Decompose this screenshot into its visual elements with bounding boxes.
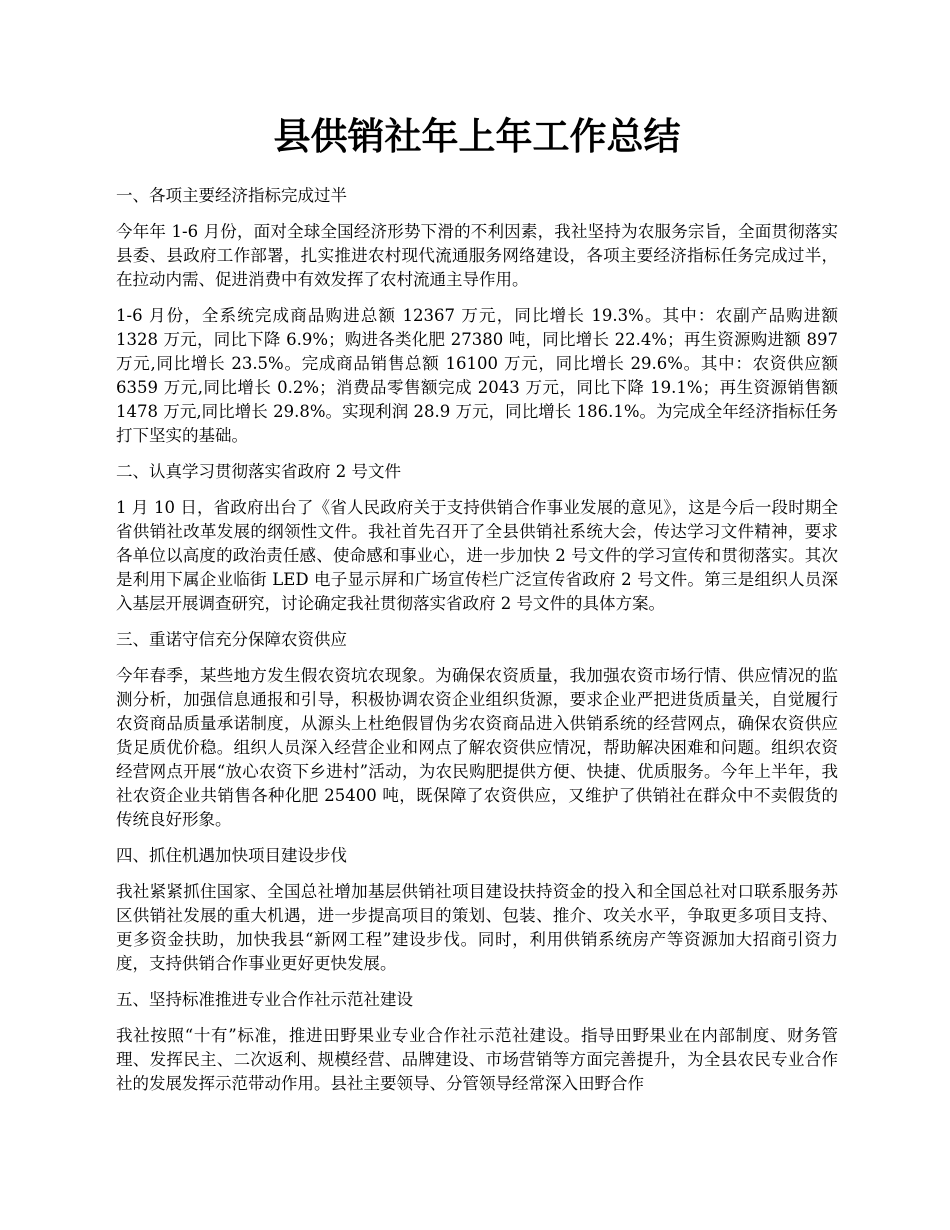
section-heading: 四、抓住机遇加快项目建设步伐 — [116, 846, 347, 865]
document-title: 县供销社年上年工作总结 — [273, 114, 681, 158]
paragraph: 今年春季，某些地方发生假农资坑农现象。为确保农资质量，我加强农资市场行情、供应情况的监测分析，加强信息通报和引导，积极协调农资企业组织货源，要求企业严把进货质量关，自觉履行农资商品质量承诺制度，从源头上杜绝假冒伪劣农资商品进入供销系统的经营网点，确保农资供应货足质优价稳。组织人员深入经营企业和网点了解农资供应情况，帮助解决困难和问题。组织农资经营网点开展“放心农资下乡进村”活动，为农民购肥提供方便、快捷、优质服务。今年上半年，我社农资企业共销售各种化肥 25400 吨，既保障了农资供应，又维护了供销社在群众中不卖假货的传统良好形象。 — [116, 666, 838, 829]
paragraph: 今年年 1-6 月份，面对全球全国经济形势下滑的不利因素，我社坚持为农服务宗旨，全面贯彻落实县委、县政府工作部署，扎实推进农村现代流通服务网络建设，各项主要经济指标任务完成过半，在拉动内需、促进消费中有效发挥了农村流通主导作用。 — [116, 222, 838, 289]
paragraph: 1-6 月份，全系统完成商品购进总额 12367 万元，同比增长 19.3%。其中：农副产品购进额 1328 万元，同比下降 6.9%；购进各类化肥 27380 吨，同比增长 22.4%；再生资源购进额 897 万元,同比增长 23.5%。完成商品销售总额 16100 万元，同比增长 29.6%。其中：农资供应额 6359 万元,同比增长 0.2%；消费品零售额完成 2043 万元，同比下降 19.1%；再生资源销售额 1478 万元,同比增长 29.8%。实现利润 28.9 万元，同比增长 186.1%。为完成全年经济指标任务打下坚实的基础。 — [116, 306, 838, 445]
section-heading: 三、重诺守信充分保障农资供应 — [116, 630, 347, 649]
section-3 — [116, 628, 838, 832]
section-1 — [116, 184, 838, 448]
section-4 — [116, 844, 838, 976]
section-heading: 五、坚持标准推进专业合作社示范社建设 — [116, 990, 413, 1009]
paragraph: 我社紧紧抓住国家、全国总社增加基层供销社项目建设扶持资金的投入和全国总社对口联系服务苏区供销社发展的重大机遇，进一步提高项目的策划、包装、推介、攻关水平，争取更多项目支持、更多资金扶助，加快我县“新网工程”建设步伐。同时，利用供销系统房产等资源加大招商引资力度，支持供销合作事业更好更快发展。 — [116, 882, 838, 973]
section-heading: 一、各项主要经济指标完成过半 — [116, 186, 347, 205]
section-2 — [116, 460, 838, 616]
section-heading: 二、认真学习贯彻落实省政府 2 号文件 — [116, 462, 401, 481]
paragraph: 我社按照“十有”标准，推进田野果业专业合作社示范社建设。指导田野果业在内部制度、财务管理、发挥民主、二次返利、规模经营、品牌建设、市场营销等方面完善提升，为全县农民专业合作社的发展发挥示范带动作用。县社主要领导、分管领导经常深入田野合作 — [116, 1026, 838, 1093]
section-5 — [116, 988, 838, 1096]
paragraph: 1 月 10 日，省政府出台了《省人民政府关于支持供销合作事业发展的意见》，这是今后一段时期全省供销社改革发展的纲领性文件。我社首先召开了全县供销社系统大会，传达学习文件精神，要求各单位以高度的政治责任感、使命感和事业心，进一步加快 2 号文件的学习宣传和贯彻落实。其次是利用下属企业临街 LED 电子显示屏和广场宣传栏广泛宣传省政府 2 号文件。第三是组织人员深入基层开展调查研究，讨论确定我社贯彻落实省政府 2 号文件的具体方案。 — [116, 498, 838, 613]
